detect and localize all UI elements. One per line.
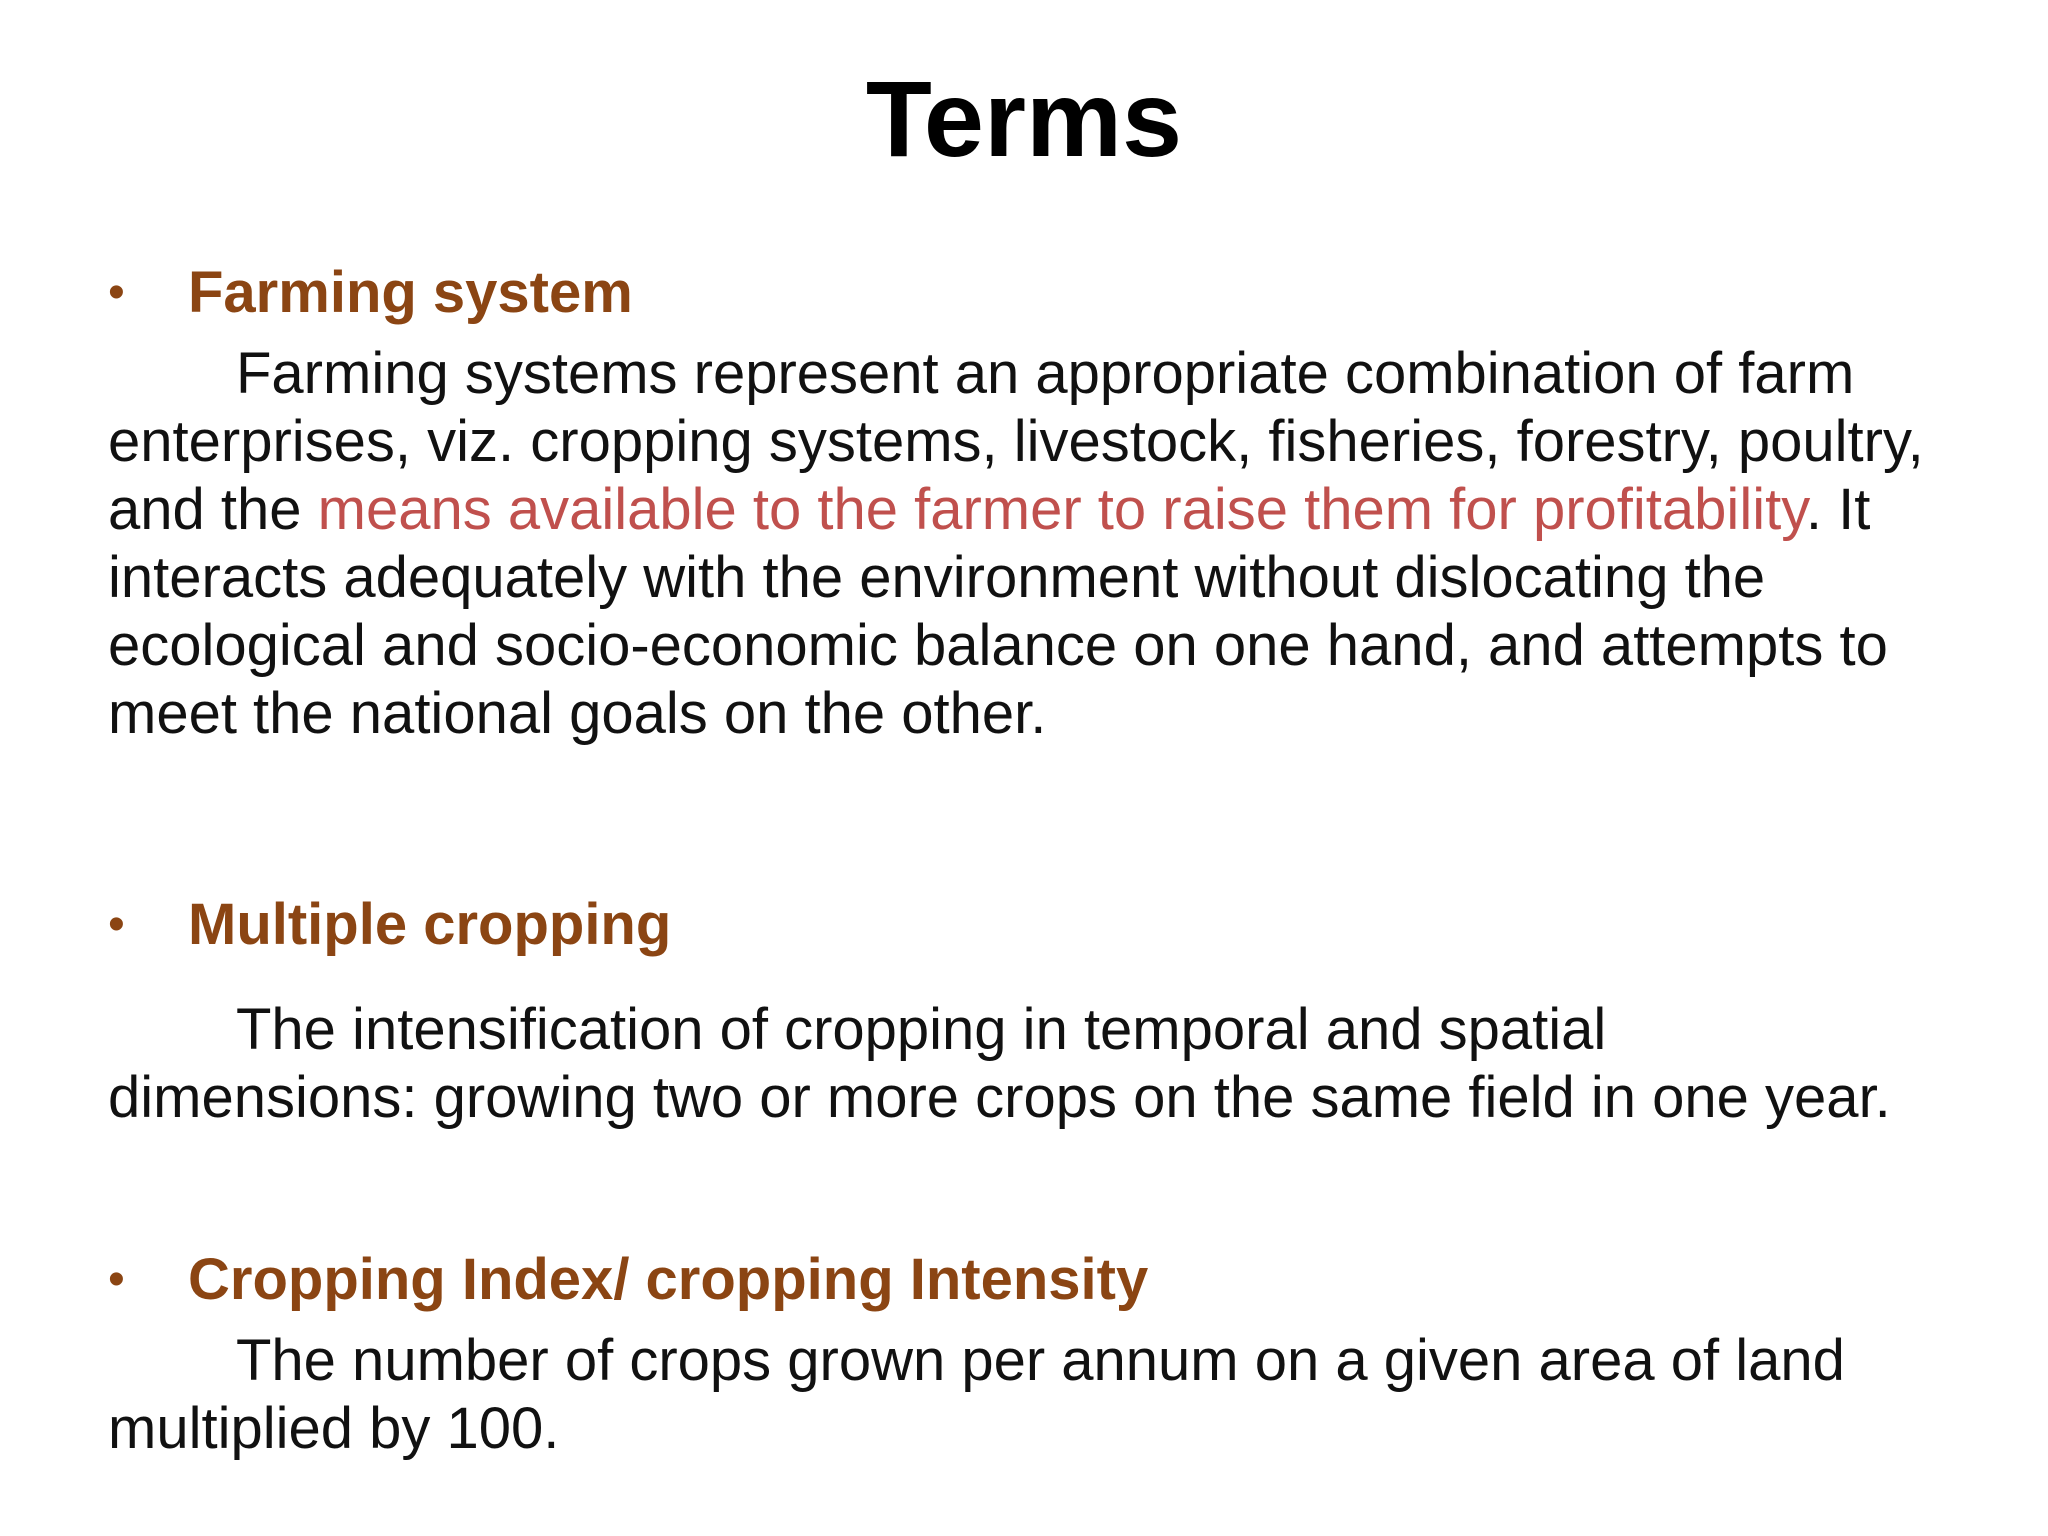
term-definition — [108, 1327, 1928, 1463]
term-heading — [108, 890, 1988, 960]
slide-title: Terms — [865, 58, 1183, 179]
term-heading-label: Cropping Index/ cropping Intensity — [188, 1247, 1149, 1312]
term-cropping-index — [108, 1245, 1988, 1463]
definition-text-end: . It interacts adequately with the environment without dislocating the ecological and socio-economic balance on one hand, and attempts to meet the national goals on the other. — [108, 476, 1888, 746]
definition-text: The intensification of cropping in temporal and spatial dimensions: growing two or more crops on the same field in one year. — [108, 996, 1891, 1130]
term-heading — [108, 1245, 1988, 1315]
term-multiple-cropping — [108, 890, 1988, 1132]
bullet-icon: • — [108, 898, 125, 951]
definition-text-start: Farming systems represent an appropriate combination of farm enterprises, viz. cropping systems, livestock, fisheries, forestry, poultry, and the — [108, 340, 1924, 542]
term-definition — [108, 996, 1928, 1132]
term-heading — [108, 258, 1988, 328]
definition-text: The number of crops grown per annum on a given area of land multiplied by 100. — [108, 1327, 1845, 1461]
term-heading-label: Farming system — [188, 260, 633, 325]
bullet-icon: • — [108, 1253, 125, 1306]
definition-highlight: means available to the farmer to raise them for profitability — [317, 476, 1806, 542]
bullet-icon: • — [108, 266, 125, 319]
term-farming-system — [108, 258, 1988, 748]
term-definition — [108, 340, 1928, 748]
term-heading-label: Multiple cropping — [188, 892, 672, 957]
